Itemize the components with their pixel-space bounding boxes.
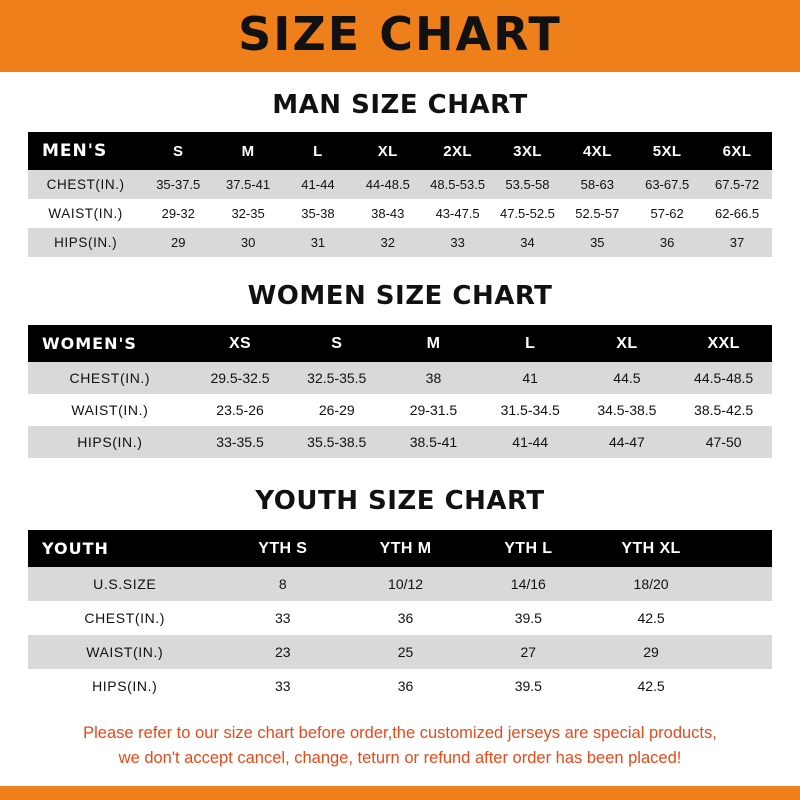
youth-chart-wrap <box>28 530 772 703</box>
women-table-body <box>28 362 772 458</box>
man-waist-2xl: 43-47.5 <box>435 206 480 221</box>
man-waist-xl: 38-43 <box>371 206 405 221</box>
man-hips-l: 31 <box>310 235 326 250</box>
youth-header-label: YOUTH <box>42 539 109 558</box>
youth-chest-l: 39.5 <box>514 610 542 626</box>
women-header-row <box>28 325 772 362</box>
footer-note-line-2: we don't accept cancel, change, teturn or refund after order has been placed! <box>118 748 682 767</box>
man-size-header-m: M <box>241 142 255 160</box>
man-chest-m: 37.5-41 <box>226 177 271 192</box>
youth-row-spacer <box>712 635 772 669</box>
youth-hips-l: 39.5 <box>514 678 542 694</box>
women-waist-xs: 23.5-26 <box>216 402 264 418</box>
youth-size-header-m: YTH M <box>379 539 432 557</box>
youth-row-spacer <box>712 601 772 635</box>
man-chest-4xl: 58-63 <box>580 177 614 192</box>
youth-row-label-waist: WAIST(IN.) <box>86 644 164 660</box>
man-row-label-chest: CHEST(IN.) <box>46 177 125 192</box>
table-row <box>28 601 772 635</box>
women-size-header-l: L <box>525 334 536 352</box>
man-row-label-hips: HIPS(IN.) <box>54 235 118 250</box>
youth-ussize-s: 8 <box>278 576 287 592</box>
women-hips-xs: 33-35.5 <box>216 434 264 450</box>
man-chest-xl: 44-48.5 <box>365 177 410 192</box>
youth-chest-xl: 42.5 <box>637 610 665 626</box>
women-size-header-s: S <box>331 334 343 352</box>
women-size-header-xs: XS <box>228 334 252 352</box>
man-waist-6xl: 62-66.5 <box>714 206 760 221</box>
table-row <box>28 199 772 228</box>
youth-size-header-l: YTH L <box>504 539 553 557</box>
women-hips-l: 41-44 <box>512 434 549 450</box>
man-header-label: MEN'S <box>42 141 108 161</box>
man-section-title: MAN SIZE CHART <box>272 90 528 120</box>
man-chest-6xl: 67.5-72 <box>714 177 760 192</box>
man-size-header-s: S <box>173 142 184 160</box>
youth-row-label-hips: HIPS(IN.) <box>92 678 158 694</box>
youth-chest-m: 36 <box>397 610 414 626</box>
man-hips-3xl: 34 <box>520 235 535 250</box>
women-hips-xxl: 47-50 <box>705 434 742 450</box>
youth-table-head <box>28 530 772 567</box>
youth-header-row <box>28 530 772 567</box>
women-table-head <box>28 325 772 362</box>
man-waist-m: 32-35 <box>231 206 265 221</box>
man-size-header-2xl: 2XL <box>443 142 472 160</box>
man-hips-xl: 32 <box>380 235 395 250</box>
youth-size-header-s: YTH S <box>258 539 308 557</box>
women-size-header-xl: XL <box>616 334 638 352</box>
women-row-label-chest: CHEST(IN.) <box>69 370 151 386</box>
women-waist-xxl: 38.5-42.5 <box>694 402 754 418</box>
youth-row-spacer <box>712 669 772 703</box>
man-header-row <box>28 132 772 170</box>
women-row-label-waist: WAIST(IN.) <box>71 402 149 418</box>
youth-row-label-chest: CHEST(IN.) <box>84 610 166 626</box>
man-hips-2xl: 33 <box>450 235 465 250</box>
man-hips-5xl: 36 <box>659 235 675 250</box>
women-waist-s: 26-29 <box>318 402 355 418</box>
man-hips-4xl: 35 <box>590 235 605 250</box>
youth-section-title: YOUTH SIZE CHART <box>255 486 545 516</box>
youth-row-label-us-size: U.S.SIZE <box>93 576 157 592</box>
man-chest-2xl: 48.5-53.5 <box>430 177 486 192</box>
man-size-header-6xl: 6XL <box>722 142 752 160</box>
women-chest-s: 32.5-35.5 <box>307 370 367 386</box>
man-chest-l: 41-44 <box>301 177 335 192</box>
page-title: SIZE CHART <box>238 7 562 61</box>
man-waist-3xl: 47.5-52.5 <box>499 206 555 221</box>
youth-row-spacer <box>712 567 772 601</box>
man-size-header-4xl: 4XL <box>582 142 612 160</box>
youth-size-table <box>28 530 772 703</box>
women-row-label-hips: HIPS(IN.) <box>77 434 143 450</box>
women-chest-xl: 44.5 <box>613 370 641 386</box>
header-band-right-accent <box>770 0 800 72</box>
women-hips-xl: 44-47 <box>609 434 645 450</box>
youth-size-header-xl: YTH XL <box>621 539 681 557</box>
table-row <box>28 567 772 601</box>
man-chest-s: 35-37.5 <box>156 177 201 192</box>
header-band-left-accent <box>0 0 30 72</box>
women-size-table <box>28 325 772 458</box>
women-size-header-m: M <box>426 334 441 352</box>
youth-waist-s: 23 <box>275 644 291 660</box>
youth-table-body <box>28 567 772 703</box>
youth-hips-m: 36 <box>397 678 414 694</box>
man-hips-s: 29 <box>171 235 186 250</box>
youth-hips-s: 33 <box>275 678 291 694</box>
women-hips-m: 38.5-41 <box>409 434 458 450</box>
youth-waist-m: 25 <box>397 644 414 660</box>
man-waist-s: 29-32 <box>161 206 195 221</box>
women-size-header-xxl: XXL <box>707 334 740 352</box>
man-waist-5xl: 57-62 <box>650 206 684 221</box>
man-row-label-waist: WAIST(IN.) <box>48 206 123 221</box>
table-row <box>28 170 772 199</box>
man-size-header-3xl: 3XL <box>513 142 542 160</box>
man-chart-wrap <box>28 132 772 257</box>
man-chest-5xl: 63-67.5 <box>645 177 690 192</box>
youth-ussize-xl: 18/20 <box>633 576 669 592</box>
man-size-table <box>28 132 772 257</box>
header-band-center <box>30 0 770 72</box>
table-row <box>28 635 772 669</box>
youth-hips-xl: 42.5 <box>637 678 665 694</box>
footer-note <box>24 721 776 771</box>
man-table-head <box>28 132 772 170</box>
man-size-header-l: L <box>313 142 323 160</box>
youth-waist-l: 27 <box>520 644 537 660</box>
women-section-title: WOMEN SIZE CHART <box>247 281 553 311</box>
bottom-accent-bar <box>0 786 800 800</box>
footer-note-line-1: Please refer to our size chart before order,the customized jerseys are special products, <box>83 724 717 742</box>
man-table-body <box>28 170 772 257</box>
table-row <box>28 394 772 426</box>
women-waist-xl: 34.5-38.5 <box>597 402 657 418</box>
women-chest-l: 41 <box>522 370 538 386</box>
man-size-header-5xl: 5XL <box>652 142 682 160</box>
youth-chest-s: 33 <box>275 610 291 626</box>
women-chest-xs: 29.5-32.5 <box>210 370 270 386</box>
man-waist-4xl: 52.5-57 <box>575 206 620 221</box>
man-hips-m: 30 <box>240 235 256 250</box>
table-row <box>28 228 772 257</box>
women-waist-m: 29-31.5 <box>409 402 458 418</box>
man-size-header-xl: XL <box>377 142 398 160</box>
header-band <box>0 0 800 72</box>
women-chest-xxl: 44.5-48.5 <box>694 370 754 386</box>
man-waist-l: 35-38 <box>301 206 335 221</box>
women-chart-wrap <box>28 325 772 458</box>
youth-header-spacer <box>712 530 772 567</box>
women-waist-l: 31.5-34.5 <box>500 402 560 418</box>
women-header-label: WOMEN'S <box>42 334 137 353</box>
youth-ussize-m: 10/12 <box>388 576 424 592</box>
table-row <box>28 426 772 458</box>
table-row <box>28 362 772 394</box>
man-chest-3xl: 53.5-58 <box>505 177 550 192</box>
youth-waist-xl: 29 <box>643 644 659 660</box>
women-chest-m: 38 <box>425 370 442 386</box>
man-hips-6xl: 37 <box>729 235 745 250</box>
youth-ussize-l: 14/16 <box>510 576 546 592</box>
women-hips-s: 35.5-38.5 <box>307 434 367 450</box>
table-row <box>28 669 772 703</box>
